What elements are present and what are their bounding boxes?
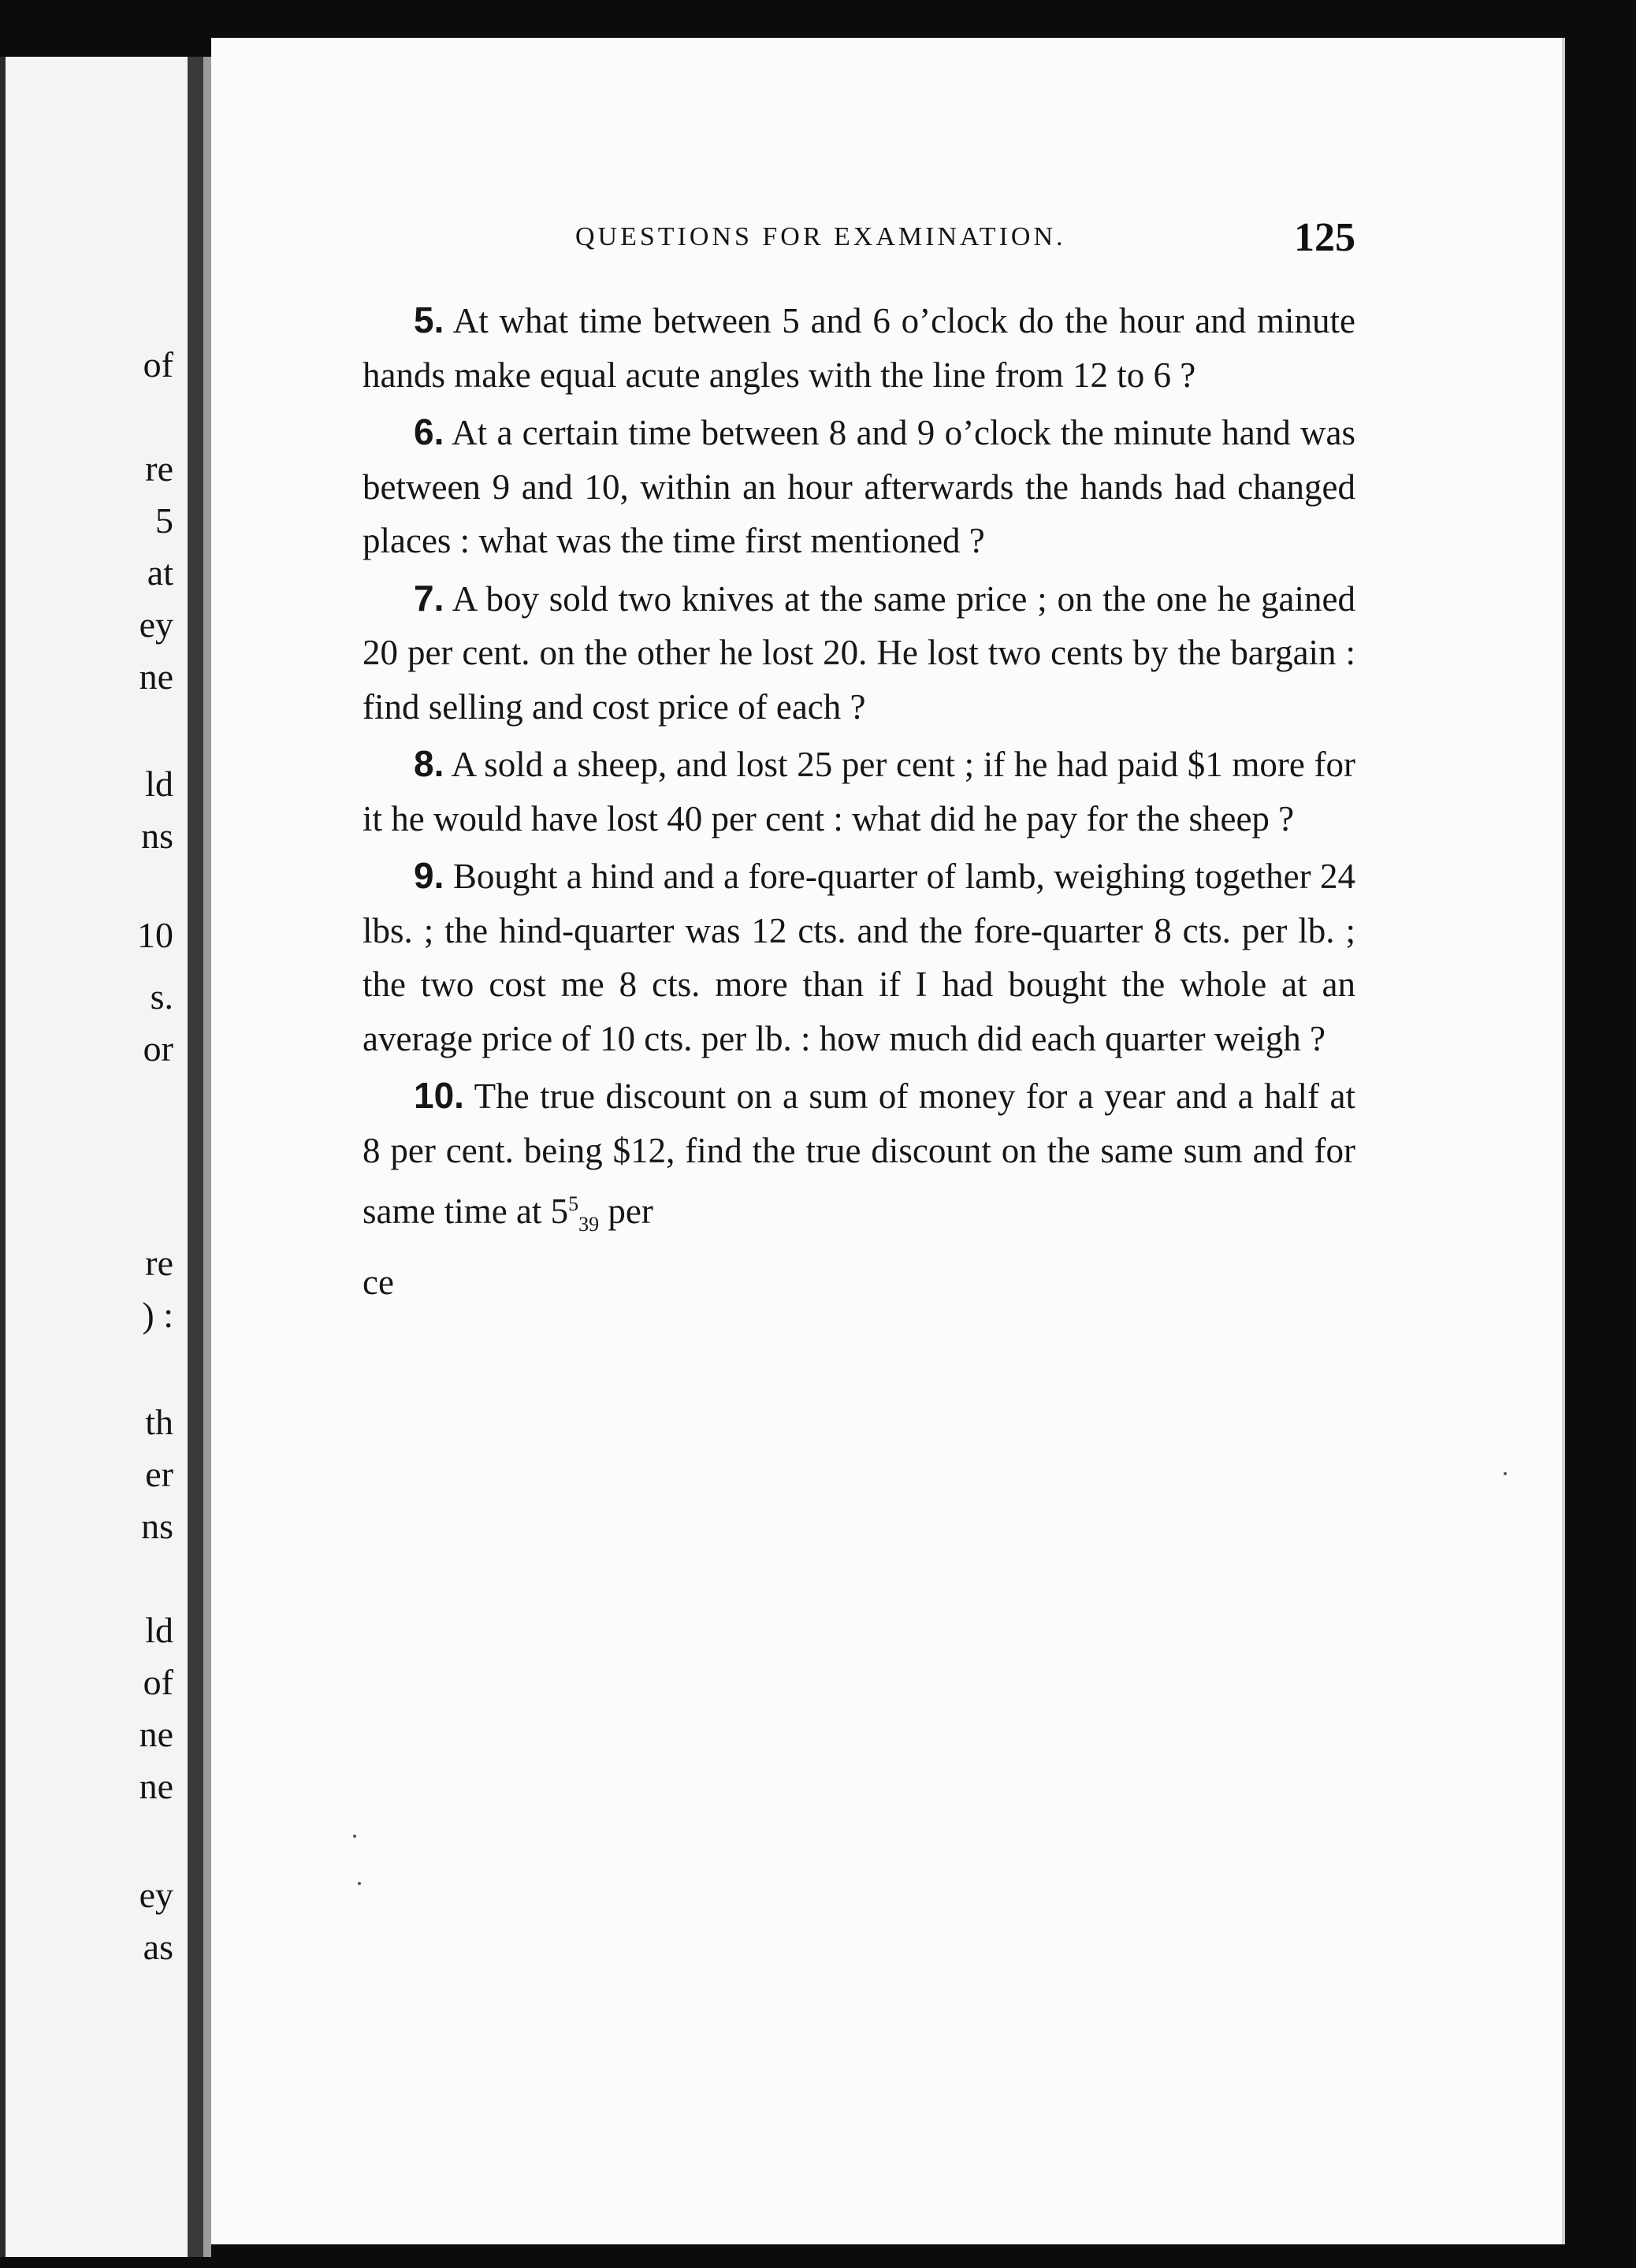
left-fragment: 10 [137,915,173,955]
fraction-numerator: 5 [568,1192,579,1215]
question-number: 8. [414,743,444,784]
right-page-edge [1562,38,1565,2244]
question-text: At what time between 5 and 6 o’clock do the hour and minute hands make equal acute angles with the line from 12 to 6 ? [363,301,1355,395]
left-fragment: ns [141,1506,173,1546]
question-7 [363,571,1355,734]
gutter-shadow [203,57,211,2257]
left-fragment: as [143,1927,173,1967]
question-text: At a certain time between 8 and 9 o’clock the minute hand was between 9 and 10, within an hour afterwards the hands had changed places : what was the time first mentioned ? [363,413,1355,560]
left-fragment: 5 [155,500,173,541]
question-8 [363,737,1355,846]
fraction-denominator: 39 [578,1213,600,1236]
left-fragment: of [143,1662,173,1702]
left-fragment: ey [139,1875,173,1915]
question-number: 6. [414,411,444,452]
left-fragment: ey [139,604,173,645]
question-number: 5. [414,299,444,340]
left-fragment: th [145,1402,173,1442]
left-fragment: ne [139,1714,173,1754]
left-fragment: ld [145,764,173,804]
left-page-shadow [0,57,6,2257]
question-text: Bought a hind and a fore-quarter of lamb, weighing together 24 lbs. ; the hind-quarter was 12 cts. and the fore-quarter 8 cts. per lb. ; the two cost me 8 cts. more than if I had bought the whole at an average price of 10 cts. per lb. : how much did each quarter weigh ? [363,857,1356,1058]
question-10 [363,1069,1355,1252]
left-fragment: re [145,448,173,489]
page-number: 125 [1294,215,1355,260]
left-fragment: or [143,1028,173,1069]
left-fragment: s. [150,976,173,1017]
question-6 [363,405,1355,568]
question-text: A boy sold two knives at the same price ; on the one he gained 20 per cent. on the other he lost 20. He lost two cents by the bargain : find selling and cost price of each ? [363,578,1355,727]
trailing-text: ce [363,1262,394,1302]
paper-speck [353,1835,356,1838]
book-gutter [188,57,203,2257]
left-fragment: ne [139,1766,173,1806]
left-fragment: er [145,1454,173,1494]
question-number: 9. [414,855,444,896]
question-text: A sold a sheep, and lost 25 per cent ; if he had paid $1 more for it he would have lost 40 per cent : what did he pay for the sheep ? [363,745,1355,838]
question-5 [363,293,1355,402]
running-head-title: QUESTIONS FOR EXAMINATION. [575,222,1066,251]
running-head [363,214,1355,270]
question-text-end: per [599,1192,653,1231]
question-text: The true discount on a sum of money for a year and a half at 8 per cent. being $12, find the true discount on the same sum and for same time at 5 [363,1076,1355,1231]
paper-speck [358,1882,361,1885]
left-fragment: at [147,552,173,593]
question-number: 7. [414,577,444,619]
left-fragment: ld [145,1610,173,1650]
left-fragment: of [143,344,173,385]
question-number: 10. [414,1075,464,1116]
left-fragment: ) : [142,1295,173,1335]
page-body [363,293,1355,1309]
question-9 [363,849,1355,1065]
paper-speck [1504,1472,1507,1475]
left-fragment: re [145,1243,173,1283]
left-page-edge [0,57,188,2257]
left-fragment: ne [139,656,173,697]
left-fragment: ns [141,816,173,856]
